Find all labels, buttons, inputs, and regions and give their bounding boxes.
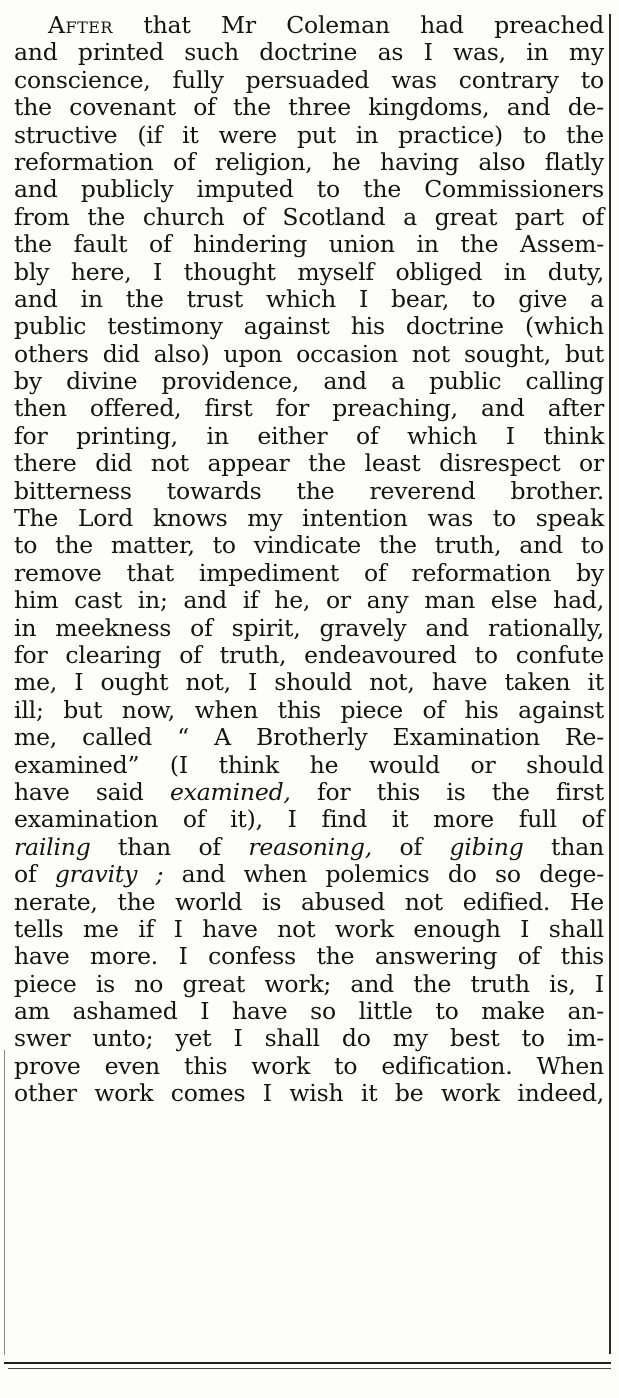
text-line — [14, 395, 604, 422]
column-rule-left — [4, 1050, 5, 1355]
text-line — [14, 67, 604, 94]
text-span: in meekness of spirit, gravely and rationally, — [14, 613, 604, 642]
text-line — [14, 341, 604, 368]
text-line — [14, 889, 604, 916]
opening-word: After — [48, 11, 113, 39]
text-line — [14, 669, 604, 696]
text-line — [14, 204, 604, 231]
text-span: for this is the first — [290, 777, 604, 806]
text-span: others did also) upon occasion not sought, but — [14, 339, 604, 368]
italic-text: railing — [14, 832, 91, 861]
text-span: and when polemics do so dege- — [163, 860, 605, 889]
text-span: other work comes I wish it be work indeed, — [14, 1079, 604, 1108]
text-line — [14, 94, 604, 121]
text-line — [14, 916, 604, 943]
text-line — [14, 149, 604, 176]
text-line — [14, 724, 604, 751]
text-line — [14, 697, 604, 724]
text-span: from the church of Scotland a great part of — [14, 202, 604, 231]
text-line — [14, 532, 604, 559]
text-span: bly here, I thought myself obliged in duty, — [14, 257, 604, 286]
text-span: The Lord knows my intention was to speak — [14, 504, 604, 533]
text-span: public testimony against his doctrine (which — [14, 312, 604, 341]
text-span: swer unto; yet I shall do my best to im- — [14, 1024, 604, 1053]
text-span: to the matter, to vindicate the truth, and to — [14, 531, 604, 560]
text-line — [14, 587, 604, 614]
text-span: conscience, fully persuaded was contrary to — [14, 65, 604, 94]
text-line — [14, 560, 604, 587]
text-span: have more. I confess the answering of this — [14, 942, 604, 971]
text-line — [14, 231, 604, 258]
text-line — [14, 971, 604, 998]
column-rule-bottom — [4, 1362, 611, 1364]
text-span: the covenant of the three kingdoms, and de- — [14, 93, 604, 122]
text-line — [14, 478, 604, 505]
text-span: am ashamed I have so little to make an- — [14, 997, 604, 1026]
text-span: for printing, in either of which I think — [14, 421, 604, 450]
italic-text: reasoning, — [248, 832, 373, 861]
text-line — [14, 12, 604, 39]
text-span: of — [372, 832, 450, 861]
text-line — [14, 1025, 604, 1052]
text-line — [14, 368, 604, 395]
text-line — [14, 779, 604, 806]
text-line — [14, 998, 604, 1025]
text-line — [14, 1053, 604, 1080]
text-line — [14, 122, 604, 149]
italic-text: examined, — [169, 777, 291, 806]
text-span: and publicly imputed to the Commissioners — [14, 175, 604, 204]
text-span: tells me if I have not work enough I shall — [14, 914, 604, 943]
text-line — [14, 615, 604, 642]
text-span: structive (if it were put in practice) to the — [14, 120, 604, 149]
text-span: have said — [14, 777, 170, 806]
text-line — [14, 752, 604, 779]
text-line — [14, 259, 604, 286]
text-line — [14, 806, 604, 833]
text-span: him cast in; and if he, or any man else had, — [14, 586, 604, 615]
text-column — [14, 12, 604, 1108]
text-line — [14, 943, 604, 970]
text-span: reformation of religion, he having also flatly — [14, 147, 604, 176]
text-span: then offered, first for preaching, and after — [14, 394, 604, 423]
text-span: bitterness towards the reverend brother. — [14, 476, 604, 505]
text-span: ill; but now, when this piece of his against — [14, 695, 604, 724]
text-span: that Mr Coleman had preached — [112, 11, 604, 39]
italic-text: gibing — [449, 832, 524, 861]
text-span: than — [523, 832, 604, 861]
text-span: by divine providence, and a public calling — [14, 367, 604, 396]
text-span: of — [14, 860, 55, 889]
italic-text: gravity ; — [54, 860, 164, 889]
text-span: me, called “ A Brotherly Examination Re- — [14, 723, 604, 752]
text-line — [14, 423, 604, 450]
text-line — [14, 1080, 604, 1107]
text-span: examination of it), I find it more full of — [14, 805, 604, 834]
text-line — [14, 505, 604, 532]
text-span: for clearing of truth, endeavoured to confute — [14, 640, 604, 669]
text-span: piece is no great work; and the truth is, I — [14, 969, 604, 998]
column-rule-right — [609, 14, 611, 1354]
text-line — [14, 834, 604, 861]
text-span: remove that impediment of reformation by — [14, 558, 604, 587]
text-span: prove even this work to edification. When — [14, 1051, 604, 1080]
text-line — [14, 176, 604, 203]
text-span: there did not appear the least disrespect or — [14, 449, 604, 478]
text-line — [14, 313, 604, 340]
text-line — [14, 642, 604, 669]
text-line — [14, 450, 604, 477]
text-span: the fault of hindering union in the Assem- — [14, 230, 604, 259]
text-line — [14, 286, 604, 313]
text-line — [14, 39, 604, 66]
text-span: than of — [90, 832, 249, 861]
text-span: and printed such doctrine as I was, in my — [14, 38, 604, 67]
text-span: me, I ought not, I should not, have taken it — [14, 668, 604, 697]
column-rule-bottom-thin — [8, 1368, 611, 1369]
text-span: nerate, the world is abused not edified. He — [14, 887, 604, 916]
text-line — [14, 861, 604, 888]
text-span: and in the trust which I bear, to give a — [14, 284, 604, 313]
text-span: examined” (I think he would or should — [14, 750, 604, 779]
